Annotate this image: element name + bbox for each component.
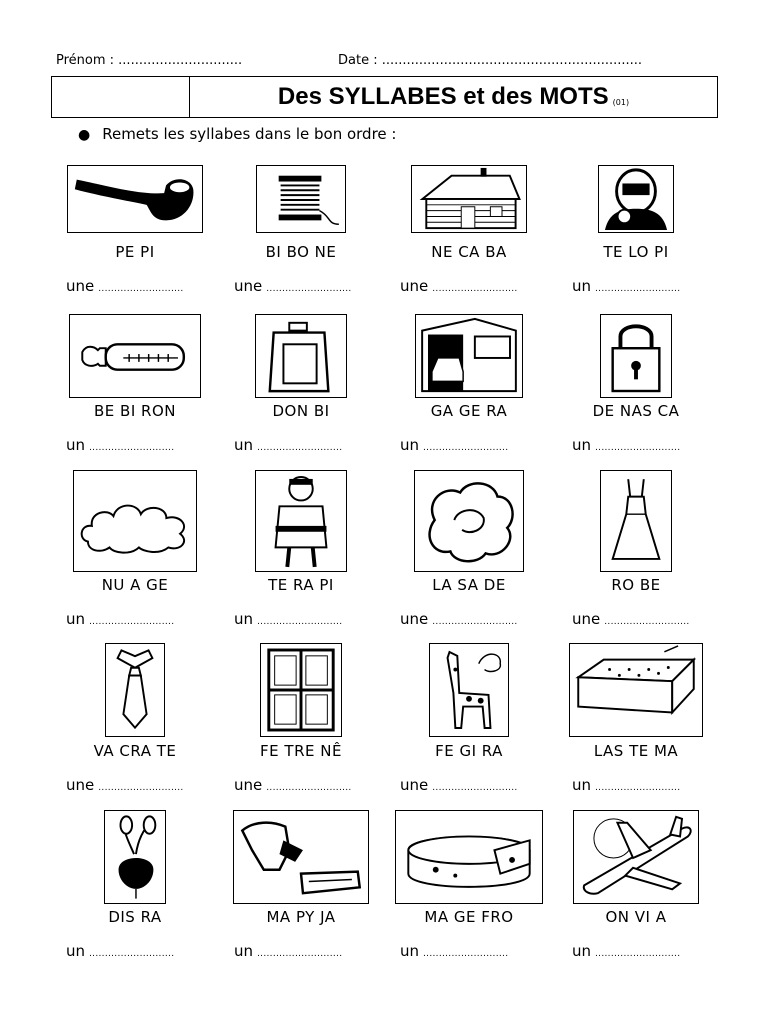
answer-blank[interactable]: ........................... — [595, 284, 681, 294]
jerrycan-icon — [255, 314, 347, 398]
article-label: un — [66, 942, 86, 960]
spool-icon — [256, 165, 346, 233]
syllables-label: LA SA DE — [432, 576, 506, 594]
tie-icon — [105, 643, 165, 737]
radish-icon — [104, 810, 166, 904]
prenom-field: Prénom : .............................. — [56, 53, 243, 68]
answer-line[interactable] — [400, 277, 518, 295]
syllables-label: PE PI — [115, 243, 155, 261]
answer-blank[interactable]: ........................... — [432, 617, 518, 627]
cloud-icon — [73, 470, 197, 572]
cheese-icon — [395, 810, 543, 904]
answer-line[interactable] — [400, 610, 518, 628]
syllables-label: BE BI RON — [94, 402, 176, 420]
article-label: une — [400, 776, 429, 794]
answer-line[interactable] — [400, 942, 508, 960]
window-icon — [260, 643, 342, 737]
airplane-icon — [573, 810, 699, 904]
pilot-icon — [598, 165, 674, 233]
answer-line[interactable] — [66, 436, 174, 454]
syllables-label: ON VI A — [605, 908, 667, 926]
article-label: une — [572, 610, 601, 628]
answer-blank[interactable]: ........................... — [257, 617, 343, 627]
article-label: un — [66, 436, 86, 454]
answer-line[interactable] — [572, 436, 680, 454]
dress-icon — [600, 470, 672, 572]
answer-blank[interactable]: ........................... — [257, 949, 343, 959]
answer-blank[interactable]: ........................... — [89, 443, 175, 453]
answer-line[interactable] — [66, 277, 184, 295]
page-title: Des SYLLABES et des MOTS — [277, 83, 609, 110]
syllables-label: NU A GE — [101, 576, 169, 594]
article-label: une — [400, 610, 429, 628]
title-box — [51, 76, 718, 118]
syllables-label: TE LO PI — [603, 243, 669, 261]
article-label: une — [66, 277, 95, 295]
sheet-number: (01) — [612, 97, 630, 107]
article-label: un — [572, 942, 592, 960]
article-label: un — [66, 610, 86, 628]
lettuce-icon — [414, 470, 524, 572]
answer-blank[interactable]: ........................... — [89, 949, 175, 959]
answer-line[interactable] — [234, 776, 352, 794]
answer-blank[interactable]: ........................... — [595, 949, 681, 959]
answer-blank[interactable]: ........................... — [266, 284, 352, 294]
syllables-label: NE CA BA — [431, 243, 507, 261]
answer-line[interactable] — [572, 610, 690, 628]
answer-blank[interactable]: ........................... — [423, 443, 509, 453]
padlock-icon — [600, 314, 672, 398]
answer-blank[interactable]: ........................... — [257, 443, 343, 453]
baby-bottle-icon — [69, 314, 201, 398]
article-label: un — [400, 436, 420, 454]
article-label: une — [234, 277, 263, 295]
answer-blank[interactable]: ........................... — [423, 949, 509, 959]
answer-line[interactable] — [572, 776, 680, 794]
syllables-label: FE TRE NÊ — [260, 742, 342, 760]
article-label: un — [572, 277, 592, 295]
bullet-icon: ● — [78, 127, 91, 143]
answer-line[interactable] — [572, 942, 680, 960]
syllables-label: BI BO NE — [265, 243, 337, 261]
syllables-label: DE NAS CA — [592, 402, 680, 420]
article-label: un — [234, 436, 254, 454]
answer-line[interactable] — [66, 610, 174, 628]
title-box-empty-cell — [52, 77, 190, 117]
article-label: une — [234, 776, 263, 794]
answer-blank[interactable]: ........................... — [595, 443, 681, 453]
garage-icon — [415, 314, 523, 398]
answer-blank[interactable]: ........................... — [98, 783, 184, 793]
answer-line[interactable] — [234, 610, 342, 628]
syllables-label: MA PY JA — [266, 908, 336, 926]
answer-line[interactable] — [400, 776, 518, 794]
syllables-label: GA GE RA — [430, 402, 508, 420]
answer-blank[interactable]: ........................... — [595, 783, 681, 793]
syllables-label: LAS TE MA — [593, 742, 679, 760]
article-label: un — [234, 610, 254, 628]
answer-line[interactable] — [234, 277, 352, 295]
cabin-icon — [411, 165, 527, 233]
article-label: un — [234, 942, 254, 960]
date-field: Date : ............................................................... — [338, 53, 643, 68]
syllables-label: VA CRA TE — [93, 742, 177, 760]
syllables-label: FE GI RA — [435, 742, 503, 760]
syllables-label: RO BE — [611, 576, 661, 594]
title-cell — [190, 77, 717, 117]
article-label: une — [400, 277, 429, 295]
syllables-label: DON BI — [272, 402, 330, 420]
instruction-text: Remets les syllabes dans le bon ordre : — [102, 125, 397, 143]
answer-line[interactable] — [234, 436, 342, 454]
article-label: un — [572, 436, 592, 454]
answer-line[interactable] — [400, 436, 508, 454]
article-label: une — [66, 776, 95, 794]
answer-line[interactable] — [234, 942, 342, 960]
answer-line[interactable] — [66, 942, 174, 960]
answer-blank[interactable]: ........................... — [604, 617, 690, 627]
answer-blank[interactable]: ........................... — [432, 783, 518, 793]
answer-blank[interactable]: ........................... — [89, 617, 175, 627]
article-label: un — [572, 776, 592, 794]
mattress-icon — [569, 643, 703, 737]
pyjama-icon — [233, 810, 369, 904]
answer-blank[interactable]: ........................... — [432, 284, 518, 294]
pipe-icon — [67, 165, 203, 233]
instruction — [78, 125, 396, 143]
answer-blank[interactable]: ........................... — [98, 284, 184, 294]
syllables-label: DIS RA — [108, 908, 162, 926]
giraffe-icon — [429, 643, 509, 737]
article-label: un — [400, 942, 420, 960]
syllables-label: TE RA PI — [268, 576, 334, 594]
answer-blank[interactable]: ........................... — [266, 783, 352, 793]
syllables-label: MA GE FRO — [424, 908, 514, 926]
pirate-icon — [255, 470, 347, 572]
answer-line[interactable] — [66, 776, 184, 794]
answer-line[interactable] — [572, 277, 680, 295]
